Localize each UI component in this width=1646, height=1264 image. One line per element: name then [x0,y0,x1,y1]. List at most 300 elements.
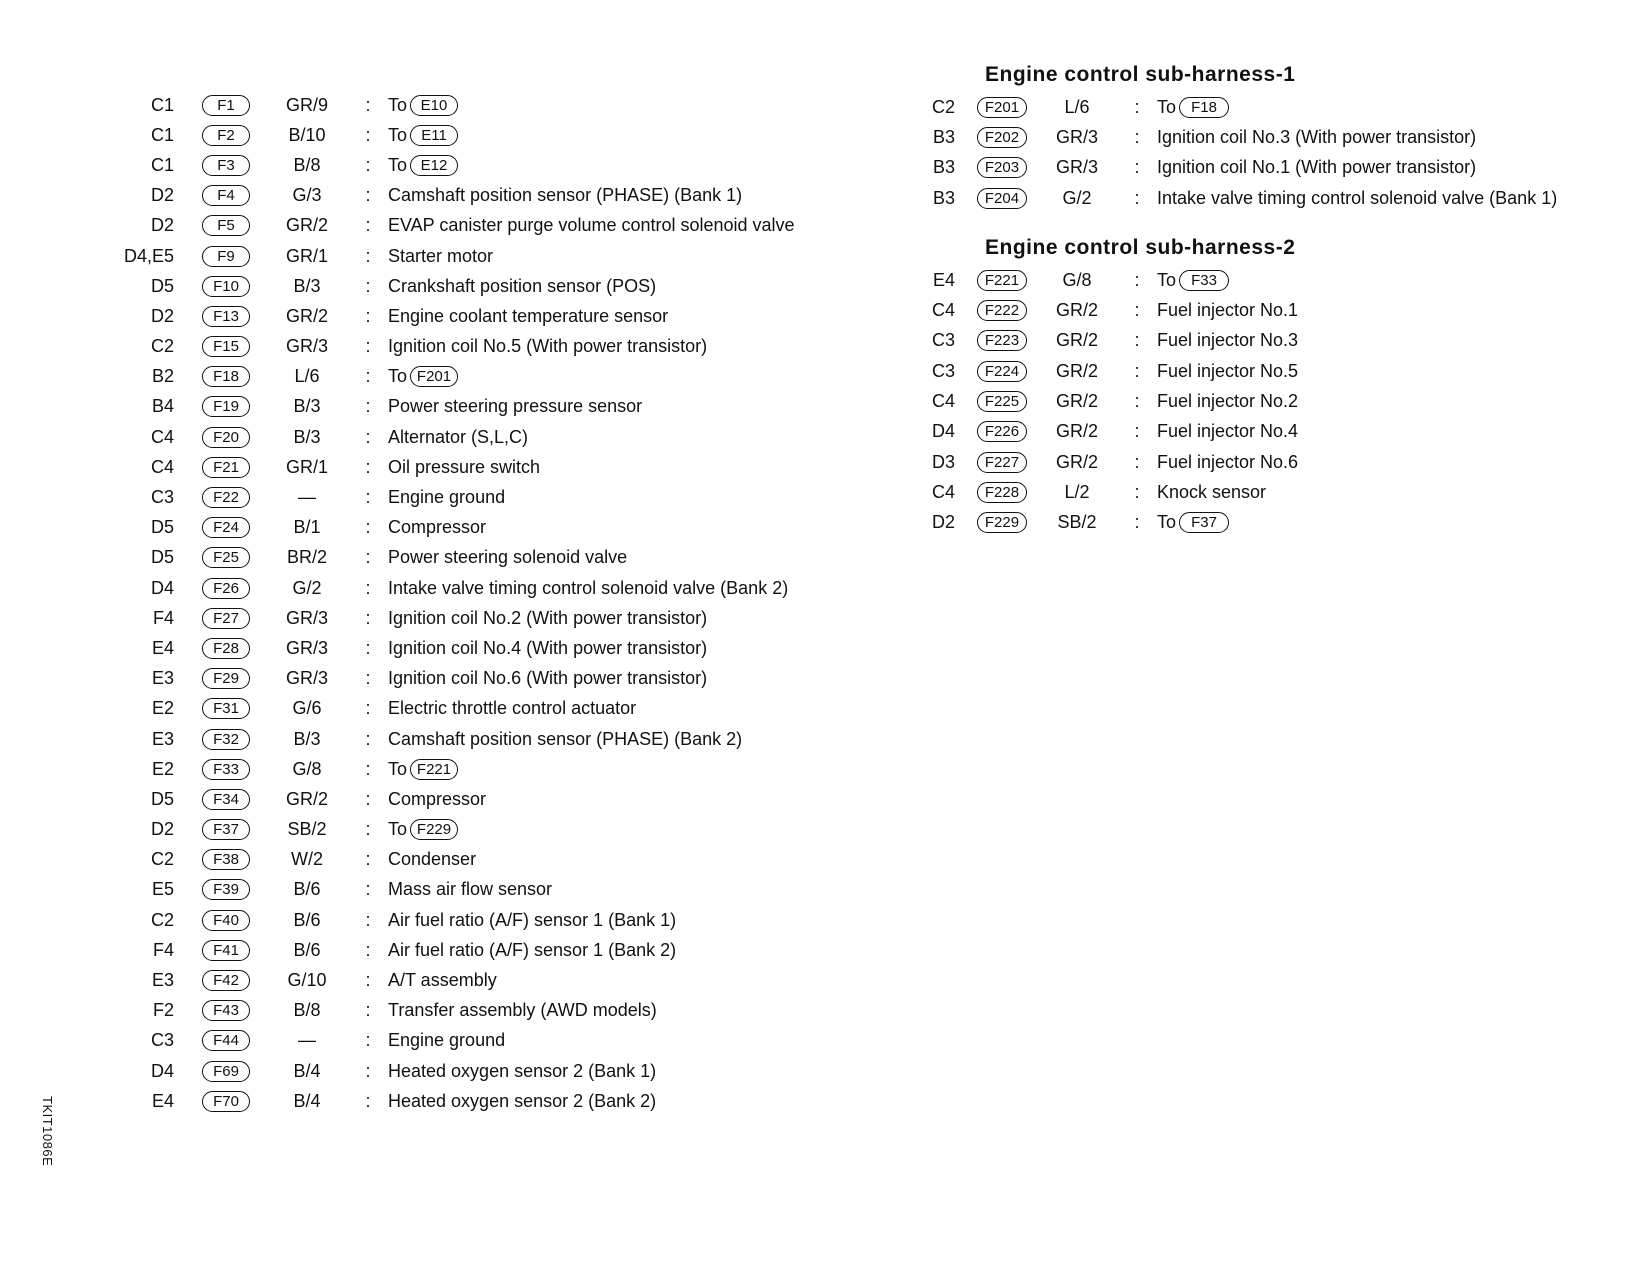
connector-id: F19 [202,396,250,417]
separator: : [365,668,371,689]
description [1157,188,1557,209]
wire-info: GR/2 [1055,451,1098,472]
description [388,155,458,176]
description [388,246,493,267]
connector-cell [186,246,266,267]
description-text: To [388,758,408,779]
description [1157,391,1298,412]
connector-row [925,183,1557,213]
description-text: Intake valve timing control solenoid valve (Bank 1) [1157,187,1558,208]
description-text: Air fuel ratio (A/F) sensor 1 (Bank 1) [388,909,677,930]
separator: : [365,487,371,508]
description [1157,512,1229,533]
grid-location: C4 [931,481,955,502]
description [388,638,707,659]
connector-id: F222 [977,300,1027,321]
separator: : [365,275,371,296]
grid-location: B4 [151,396,174,417]
connector-row [110,120,795,150]
description-text: Ignition coil No.1 (With power transistor) [1157,157,1477,178]
wire-info: GR/3 [285,607,328,628]
wire-info: W/2 [290,849,323,870]
connector-id: F221 [977,270,1027,291]
connector-cell [186,185,266,206]
description-text: Engine ground [388,1030,506,1051]
description-text: To [388,154,408,175]
connector-id: F31 [202,698,250,719]
connector-cell [186,517,266,538]
connector-cell [967,330,1037,351]
wire-info: GR/2 [1055,300,1098,321]
grid-location: C3 [150,487,174,508]
grid-location: C3 [931,330,955,351]
grid-location: B2 [151,366,174,387]
grid-location: D5 [150,788,174,809]
description-text: Air fuel ratio (A/F) sensor 1 (Bank 2) [388,939,677,960]
connector-row [110,301,795,331]
connector-id: F10 [202,276,250,297]
connector-cell [186,1091,266,1112]
wire-info: G/8 [292,758,322,779]
sub-harness-1-list [925,92,1557,213]
connector-cell [186,1000,266,1021]
separator: : [365,124,371,145]
grid-location: B3 [932,126,955,147]
separator: : [365,728,371,749]
connector-id: F29 [202,668,250,689]
connector-id: F27 [202,608,250,629]
connector-id: F22 [202,487,250,508]
grid-location: C2 [150,849,174,870]
description-text: Fuel injector No.1 [1157,300,1299,321]
description-text: Knock sensor [1157,481,1267,502]
connector-cell [186,668,266,689]
connector-id: F37 [202,819,250,840]
connector-id: F204 [977,188,1027,209]
wire-info: B/8 [293,1000,321,1021]
connector-row [925,447,1557,477]
connector-id: F44 [202,1030,250,1051]
wire-info: G/6 [292,698,322,719]
separator: : [1134,126,1140,147]
grid-location: D2 [150,819,174,840]
connector-id: F32 [202,729,250,750]
connector-row [110,332,795,362]
connector-id: F227 [977,452,1027,473]
description [388,729,742,750]
grid-location: C4 [150,456,174,477]
separator: : [365,185,371,206]
connector-id: F24 [202,517,250,538]
separator: : [1134,451,1140,472]
description-text: Ignition coil No.4 (With power transistor) [388,637,708,658]
figure-code: TKIT1086E [40,1096,55,1167]
connector-row [110,905,795,935]
description [388,366,458,387]
connector-row [110,241,795,271]
connector-cell [186,759,266,780]
wire-info: GR/2 [285,788,328,809]
description [388,910,676,931]
grid-location: C3 [931,360,955,381]
description [1157,300,1298,321]
wire-info: B/6 [293,879,321,900]
connector-cell [186,638,266,659]
connector-row [110,1056,795,1086]
description-text: Camshaft position sensor (PHASE) (Bank 2) [388,728,743,749]
connector-row [925,326,1557,356]
connector-id: F1 [202,95,250,116]
grid-location: C2 [150,336,174,357]
description-text: To [388,366,408,387]
connector-cell [186,125,266,146]
description [388,819,458,840]
description [388,940,676,961]
connector-id: F3 [202,155,250,176]
connector-row [925,122,1557,152]
main-harness-list [110,90,795,1116]
wire-info: G/2 [1062,187,1092,208]
connector-id: F225 [977,391,1027,412]
connector-cell [186,608,266,629]
grid-location: E5 [151,879,174,900]
wire-info: G/2 [292,577,322,598]
connector-row [925,153,1557,183]
to-connector-id: F33 [1179,270,1229,291]
connector-cell [186,336,266,357]
grid-location: C1 [150,94,174,115]
description-text: Fuel injector No.3 [1157,330,1299,351]
grid-location: E4 [151,1090,174,1111]
grid-location: B3 [932,157,955,178]
connector-row [110,815,795,845]
separator: : [1134,300,1140,321]
connector-cell [967,391,1037,412]
connector-cell [186,789,266,810]
separator: : [365,879,371,900]
description-text: EVAP canister purge volume control solenoid valve [388,215,795,236]
grid-location: C1 [150,124,174,145]
separator: : [365,547,371,568]
wire-info: B/3 [293,728,321,749]
separator: : [365,909,371,930]
separator: : [365,819,371,840]
connector-id: F5 [202,215,250,236]
description-text: Fuel injector No.6 [1157,451,1299,472]
connector-cell [186,879,266,900]
connector-id: F228 [977,482,1027,503]
grid-location: E3 [151,970,174,991]
wire-info: B/3 [293,275,321,296]
connector-id: F4 [202,185,250,206]
connector-row [110,211,795,241]
connector-row [925,295,1557,325]
wire-info: B/8 [293,154,321,175]
description-text: Engine ground [388,487,506,508]
connector-row [925,92,1557,122]
connector-row [110,181,795,211]
wire-info: GR/1 [285,245,328,266]
grid-location: D5 [150,517,174,538]
connector-row [110,633,795,663]
description [388,1030,505,1051]
connector-row [110,965,795,995]
connector-id: F229 [977,512,1027,533]
description-text: Fuel injector No.4 [1157,421,1299,442]
grid-location: D5 [150,275,174,296]
separator: : [365,698,371,719]
connector-cell [186,95,266,116]
description [388,849,476,870]
grid-location: F4 [152,939,174,960]
description [388,427,528,448]
description-text: Mass air flow sensor [388,879,553,900]
description-text: Compressor [388,517,487,538]
connector-id: F224 [977,361,1027,382]
sub-harness-2-list [925,265,1557,538]
connector-id: F13 [202,306,250,327]
connector-cell [186,698,266,719]
description-text: Condenser [388,849,477,870]
separator: : [1134,157,1140,178]
description [388,547,627,568]
connector-cell [186,729,266,750]
to-connector-id: F221 [410,759,458,780]
wire-info: L/2 [1064,481,1090,502]
connector-id: F41 [202,940,250,961]
connector-cell [967,482,1037,503]
connector-row [110,482,795,512]
connector-cell [967,421,1037,442]
wire-info: SB/2 [1057,512,1097,533]
connector-id: F202 [977,127,1027,148]
connector-row [110,694,795,724]
grid-location: D4 [150,577,174,598]
grid-location: C3 [150,1030,174,1051]
connector-cell [186,276,266,297]
description [388,1061,656,1082]
wire-info: B/6 [293,909,321,930]
connector-id: F201 [977,97,1027,118]
separator: : [365,637,371,658]
connector-id: F28 [202,638,250,659]
connector-cell [967,270,1037,291]
description-text: Compressor [388,788,487,809]
description-text: Crankshaft position sensor (POS) [388,275,657,296]
connector-cell [967,97,1037,118]
grid-location: E2 [151,758,174,779]
wire-info: B/4 [293,1090,321,1111]
grid-location: E4 [151,637,174,658]
description [388,336,707,357]
to-connector-id: F18 [1179,97,1229,118]
sub-harness-1-title: Engine control sub-harness-1 [985,63,1296,86]
description [388,276,656,297]
description [388,396,642,417]
connector-cell [186,940,266,961]
description [388,970,497,991]
connector-id: F2 [202,125,250,146]
separator: : [365,517,371,538]
description-text: To [388,819,408,840]
connector-cell [967,188,1037,209]
wire-info: B/3 [293,426,321,447]
connector-id: F33 [202,759,250,780]
separator: : [365,94,371,115]
grid-location: C4 [150,426,174,447]
connector-id: F18 [202,366,250,387]
connector-cell [186,1030,266,1051]
connector-cell [186,366,266,387]
description-text: Power steering solenoid valve [388,547,628,568]
wire-info: GR/3 [1055,126,1098,147]
description-text: Fuel injector No.2 [1157,391,1299,412]
connector-row [110,1026,795,1056]
connector-id: F42 [202,970,250,991]
connector-row [110,543,795,573]
connector-cell [967,361,1037,382]
separator: : [365,336,371,357]
wire-info: GR/1 [285,456,328,477]
wire-info: B/1 [293,517,321,538]
connector-cell [967,452,1037,473]
connector-id: F70 [202,1091,250,1112]
connector-id: F226 [977,421,1027,442]
description [1157,157,1476,178]
wire-info: G/10 [287,970,327,991]
description [388,668,707,689]
connector-id: F25 [202,547,250,568]
description-text: Transfer assembly (AWD models) [388,1000,657,1021]
separator: : [365,245,371,266]
description [388,1000,657,1021]
separator: : [1134,481,1140,502]
separator: : [1134,512,1140,533]
description [1157,361,1298,382]
connector-row [110,935,795,965]
connector-cell [967,512,1037,533]
connector-row [110,392,795,422]
separator: : [1134,421,1140,442]
wire-info: GR/9 [285,94,328,115]
wire-info: GR/2 [285,215,328,236]
connector-id: F21 [202,457,250,478]
description-text: To [1157,96,1177,117]
wire-info: G/3 [292,185,322,206]
wire-info: GR/2 [285,305,328,326]
connector-cell [186,849,266,870]
description [1157,270,1229,291]
connector-cell [186,547,266,568]
description [388,578,788,599]
connector-row [925,356,1557,386]
separator: : [365,366,371,387]
wire-info: B/3 [293,396,321,417]
description-text: Heated oxygen sensor 2 (Bank 1) [388,1060,657,1081]
connector-row [110,603,795,633]
separator: : [365,788,371,809]
description [388,608,707,629]
connector-row [110,150,795,180]
connector-cell [967,300,1037,321]
connector-id: F34 [202,789,250,810]
separator: : [365,758,371,779]
grid-location: C2 [931,96,955,117]
grid-location: C4 [931,391,955,412]
grid-location: E3 [151,728,174,749]
connector-row [110,422,795,452]
connector-id: F39 [202,879,250,900]
description [388,517,486,538]
connector-cell [186,910,266,931]
separator: : [1134,391,1140,412]
description [1157,330,1298,351]
description-text: To [1157,269,1177,290]
connector-row [110,664,795,694]
description-text: To [388,124,408,145]
connector-cell [186,970,266,991]
wire-info: G/8 [1062,269,1092,290]
description-text: Engine coolant temperature sensor [388,305,669,326]
wire-info: SB/2 [287,819,327,840]
grid-location: E3 [151,668,174,689]
description [388,1091,656,1112]
separator: : [365,1030,371,1051]
connector-row [110,845,795,875]
separator: : [365,215,371,236]
to-connector-id: E10 [410,95,458,116]
separator: : [1134,187,1140,208]
connector-row [110,90,795,120]
wire-info: GR/2 [1055,360,1098,381]
wire-info: GR/2 [1055,330,1098,351]
connector-id: F26 [202,578,250,599]
description-text: A/T assembly [388,970,497,991]
connector-cell [186,427,266,448]
connector-row [110,724,795,754]
sub-harness-column [925,58,1557,538]
connector-cell [186,215,266,236]
wire-info: B/10 [288,124,326,145]
connector-row [110,573,795,603]
grid-location: E2 [151,698,174,719]
connector-row [925,477,1557,507]
grid-location: C2 [150,909,174,930]
grid-location: D4 [931,421,955,442]
connector-id: F40 [202,910,250,931]
connector-id: F9 [202,246,250,267]
grid-location: D3 [931,451,955,472]
wire-info: BR/2 [286,547,328,568]
description [388,698,636,719]
description [1157,482,1266,503]
to-connector-id: E11 [410,125,458,146]
description-text: Ignition coil No.3 (With power transistor) [1157,126,1477,147]
connector-cell [186,155,266,176]
to-connector-id: F37 [1179,512,1229,533]
description [388,487,505,508]
connector-cell [186,1061,266,1082]
connector-row [110,362,795,392]
connector-row [110,875,795,905]
connector-cell [967,127,1037,148]
description-text: Intake valve timing control solenoid valve (Bank 2) [388,577,789,598]
separator: : [365,1060,371,1081]
to-connector-id: F201 [410,366,458,387]
connector-id: F43 [202,1000,250,1021]
connector-id: F203 [977,157,1027,178]
description [1157,97,1229,118]
